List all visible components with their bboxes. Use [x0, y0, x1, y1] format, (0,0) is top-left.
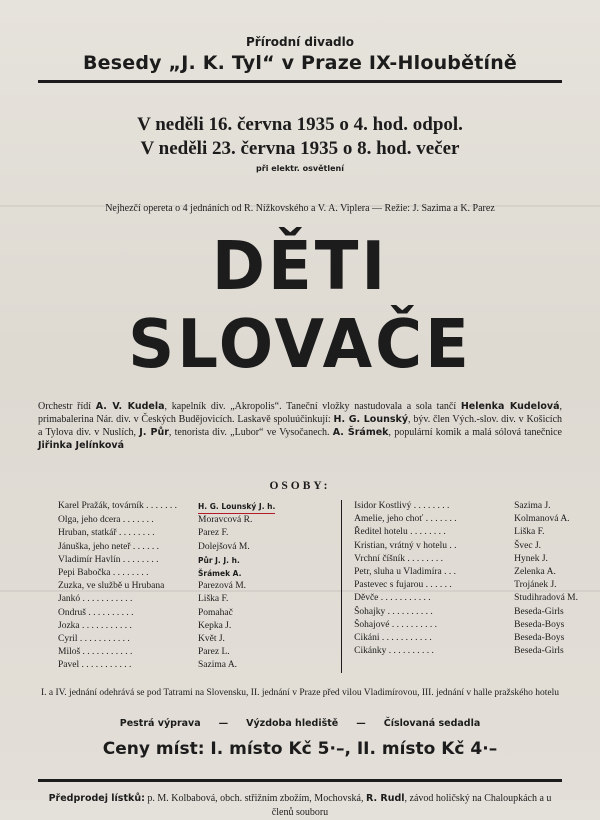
cast-actor: Zelenka A.: [514, 567, 556, 578]
cast-actor: Pomahač: [198, 607, 233, 618]
cast-actor: Trojánek J.: [514, 580, 557, 591]
cast-role: Karel Pražák, továrník . . . . . . .: [58, 501, 177, 511]
cast-role: Jozka . . . . . . . . . . .: [58, 620, 132, 631]
cast-row: [354, 500, 578, 513]
venue-line: Přírodní divadlo: [246, 35, 354, 49]
cast-row: [354, 540, 578, 553]
cast-role: Isidor Kostlivý . . . . . . . .: [354, 501, 450, 511]
cast-column-right: [342, 500, 578, 673]
ticket-prices: Ceny míst: I. místo Kč 5·–, II. místo Kč 4·–: [102, 738, 498, 759]
cast-role: Šohajky . . . . . . . . . .: [354, 606, 433, 617]
cast-role: Ondruš . . . . . . . . . .: [58, 607, 134, 618]
cast-role: Cikánky . . . . . . . . . .: [354, 646, 434, 657]
cast-role: Jankó . . . . . . . . . . .: [58, 594, 133, 605]
cast-role: Cyril . . . . . . . . . . .: [58, 634, 130, 645]
cast-row: [354, 606, 578, 619]
cast-actor: Půr J. J. h.: [198, 555, 240, 565]
cast-actor: Liška F.: [198, 594, 229, 605]
cast-role: Pepi Babočka . . . . . . . .: [58, 568, 149, 579]
cast-row: [354, 513, 578, 526]
cast-role: Amelie, jeho choť . . . . . . .: [354, 514, 457, 525]
cast-row: [58, 659, 333, 672]
cast-row: [354, 526, 578, 539]
cast-role: Ředitel hotelu . . . . . . . .: [354, 527, 446, 538]
cast-row: [354, 619, 578, 632]
cast-row: [58, 527, 333, 540]
cast-row: [354, 553, 578, 566]
cast-actor: Dolejšová M.: [198, 541, 250, 552]
cast-row: [58, 500, 333, 514]
cast-actor: Sazima A.: [198, 660, 238, 671]
lighting-note: při elektr. osvětlení: [256, 164, 344, 173]
cast-row: [58, 567, 333, 580]
operetta-subtitle: Nejhezčí opereta o 4 jednáních od R. Nížkovského a V. A. Viplera — Režie: J. Sazima a K. Parez: [105, 203, 495, 214]
cast-actor: Kepka J.: [198, 620, 232, 631]
cast-row: [354, 592, 578, 605]
cast-actor: H. G. Lounský J. h.: [198, 500, 275, 514]
cast-actor: Sazima J.: [514, 501, 551, 511]
cast-row: [354, 632, 578, 645]
feature-item: Číslovaná sedadla: [383, 717, 481, 729]
cast-role: Šohajové . . . . . . . . . .: [354, 619, 437, 630]
cast-actor: Švec J.: [514, 540, 542, 551]
cast-role: Vrchní číšník . . . . . . . .: [354, 553, 444, 564]
cast-list: [58, 500, 578, 673]
cast-row: [58, 646, 333, 659]
features-line: [38, 718, 562, 729]
cast-role: Olga, jeho dcera . . . . . . .: [58, 515, 154, 526]
cast-row: [58, 633, 333, 646]
cast-role: Jánuška, jeho neteř . . . . . .: [58, 541, 160, 552]
cast-actor: Beseda-Girls: [514, 606, 564, 617]
cast-role: Zuzka, ve službě u Hrubana: [58, 581, 165, 592]
cast-actor: Beseda-Boys: [514, 619, 565, 630]
cast-column-left: [58, 500, 342, 673]
cast-actor: Šrámek A.: [198, 569, 242, 579]
cast-actor: Hynek J.: [514, 553, 548, 564]
cast-role: Kristian, vrátný v hotelu . .: [354, 540, 457, 551]
cast-actor: Beseda-Boys: [514, 633, 565, 644]
divider: [38, 80, 562, 83]
cast-row: [354, 566, 578, 579]
performance-dates: [38, 113, 562, 173]
date-line-2: V neděli 23. června 1935 o 8. hod. večer: [140, 138, 460, 159]
separator-dash: —: [356, 717, 366, 729]
cast-role: Vladimír Havlín . . . . . . . .: [58, 554, 159, 565]
presale-info: Předprodej lístků: p. M. Kolbabová, obch. střižním zbožím, Mochovská, R. Rudl, závod holičský na Chaloupkách a u členů souboru: [48, 792, 552, 818]
cast-role: Cikáni . . . . . . . . . . .: [354, 633, 432, 644]
cast-row: [58, 554, 333, 567]
cast-actor: Parezová M.: [198, 581, 247, 592]
cast-role: Petr, sluha u Vladimíra . . .: [354, 567, 456, 578]
cast-row: [58, 541, 333, 554]
cast-actor: Liška F.: [514, 527, 545, 538]
cast-row: [58, 514, 333, 527]
cast-role: Děvče . . . . . . . . . . .: [354, 593, 431, 604]
organizer-line: Besedy „J. K. Tyl“ v Praze IX-Hloubětíně: [82, 52, 518, 74]
cast-actor: Parez L.: [198, 647, 230, 658]
paper-fold: [0, 590, 600, 592]
divider: [38, 779, 562, 782]
cast-actor: Květ J.: [198, 634, 225, 645]
cast-row: [354, 645, 578, 658]
cast-row: [58, 607, 333, 620]
cast-role: Pavel . . . . . . . . . . .: [58, 660, 132, 671]
header: [38, 34, 562, 74]
setting-note: I. a IV. jednání odehrává se pod Tatrami na Slovensku, II. jednání v Praze před vilou Vladimírovou, III. jednání v halle pražského hotelu: [41, 687, 559, 698]
feature-item: Pestrá výprava: [119, 717, 201, 729]
cast-role: Pastevec s fujarou . . . . . .: [354, 580, 452, 591]
cast-actor: Parez F.: [198, 528, 229, 539]
cast-actor: Moravcová R.: [198, 515, 253, 526]
date-line-1: V neděli 16. června 1935 o 4. hod. odpol.: [137, 114, 463, 135]
cast-actor: Beseda-Girls: [514, 646, 564, 657]
separator-dash: —: [218, 717, 229, 729]
cast-row: [58, 620, 333, 633]
cast-actor: Kolmanová A.: [514, 514, 570, 525]
cast-heading: OSOBY:: [269, 480, 331, 492]
page-title: DĚTI SLOVAČE: [128, 228, 472, 384]
paper-fold: [0, 205, 600, 207]
feature-item: Výzdoba hlediště: [246, 717, 339, 729]
credits-paragraph: Orchestr řídí A. V. Kudela, kapelník div. „Akropolis“. Taneční vložky nastudovala a sola tančí Helenka Kudelová, primabalerina Nár. div. v Českých Budějovicích. Laskavě spoluúčinkují: H. G. Lounský, býv. člen Vých.-slov. div. v Košicích a Tylova div. v Nuslích, J. Půr, tenorista div. „Lubor“ ve Vysočanech. A. Šrámek, populární komik a malá sólová tanečnice Jiřinka Jelínková: [38, 401, 563, 451]
cast-actor: Studihradová M.: [514, 593, 578, 604]
cast-row: [58, 593, 333, 606]
cast-role: Miloš . . . . . . . . . . .: [58, 647, 133, 658]
cast-role: Hruban, statkář . . . . . . . .: [58, 528, 155, 539]
